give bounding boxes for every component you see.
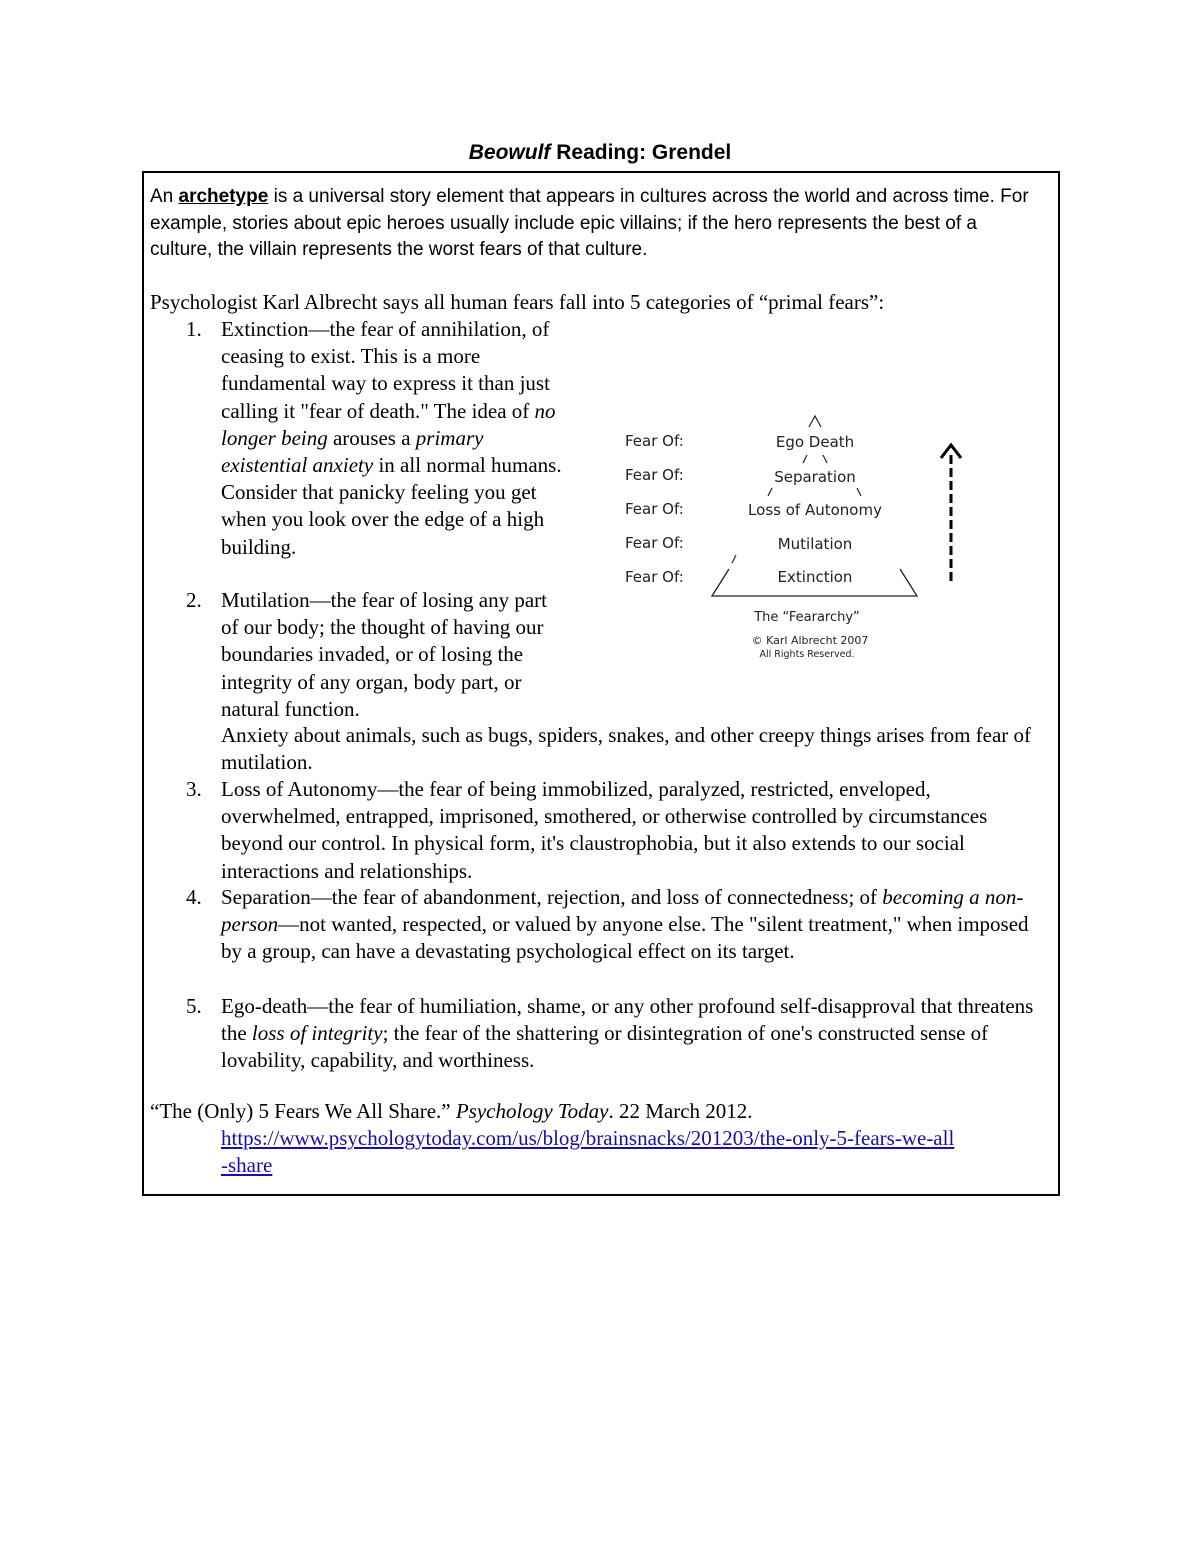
citation-link[interactable] bbox=[221, 1125, 1051, 1179]
fear-text: Separation—the fear of abandonment, rejection, and loss of connectedness; of bbox=[221, 885, 883, 909]
list-number: 3. bbox=[186, 777, 202, 801]
fear-extinction bbox=[221, 316, 566, 561]
row-label: Fear Of: bbox=[625, 568, 684, 586]
title-italic: Beowulf bbox=[468, 141, 551, 164]
level-mutilation: Mutilation bbox=[777, 535, 853, 553]
level-extinction: Extinction bbox=[777, 568, 853, 586]
fear-separation bbox=[221, 884, 1051, 966]
fear-italic: no longer being bbox=[221, 398, 556, 450]
archetype-term: archetype bbox=[178, 186, 269, 207]
level-loss-of-autonomy: Loss of Autonomy bbox=[748, 501, 882, 519]
fear-loss-of-autonomy: Loss of Autonomy—the fear of being immobilized, paralyzed, restricted, enveloped, overwhelmed, entrapped, imprisoned, smothered, or otherwise controlled by circumstances beyond our control. In physical form, it's claustrophobia, but it also extends to our social interactions and relationships. bbox=[221, 777, 988, 883]
citation-source: Psychology Today bbox=[455, 1099, 609, 1123]
fear-text: Ego-death—the fear of humiliation, shame, or any other profound self-disapproval that threatens the bbox=[221, 994, 1034, 1046]
level-separation: Separation bbox=[774, 468, 856, 486]
intro-body: is a universal story element that appears in cultures across the world and across time. For example, stories about epic heroes usually include epic villains; if the hero represents the best of a culture, the villain represents the worst fears of that culture. bbox=[150, 186, 1029, 260]
title-rest: Reading: Grendel bbox=[550, 141, 732, 164]
citation-title: “The (Only) 5 Fears We All Share.” bbox=[150, 1099, 456, 1123]
fear-mutilation-anxiety: Anxiety about animals, such as bugs, spiders, snakes, and other creepy things arises from fear of mutilation. bbox=[221, 723, 1032, 775]
archetype-paragraph bbox=[150, 184, 1040, 264]
feararchy-diagram bbox=[615, 405, 965, 660]
intro-lead: An bbox=[150, 186, 179, 207]
pyramid-apex bbox=[809, 416, 821, 427]
fear-italic: loss of integrity bbox=[251, 1021, 383, 1046]
level-ego-death: Ego Death bbox=[775, 433, 855, 451]
citation-url-line2: -share bbox=[221, 1153, 273, 1178]
list-number: 2. bbox=[186, 588, 202, 612]
fear-text: —not wanted, respected, or valued by anyone else. The "silent treatment," when imposed by a group, can have a devastating psychological effect on its target. bbox=[221, 912, 1029, 964]
citation-url-line1: https://www.psychologytoday.com/us/blog/brainsnacks/201203/the-only-5-fears-we-all bbox=[221, 1126, 955, 1151]
psych-intro: Psychologist Karl Albrecht says all human fears fall into 5 categories of “primal fears”: bbox=[150, 290, 885, 314]
row-label: Fear Of: bbox=[625, 466, 684, 484]
diagram-caption: The “Feararchy” bbox=[754, 610, 860, 625]
list-number: 4. bbox=[186, 885, 202, 909]
pyramid-edge bbox=[732, 555, 736, 563]
list-number: 5. bbox=[186, 994, 202, 1018]
list-number: 1. bbox=[186, 317, 202, 341]
fear-mutilation: Mutilation—the fear of losing any part of our body; the thought of having our boundaries invaded, or of losing the integrity of any organ, body part, or natural function. bbox=[221, 588, 548, 721]
fear-text: Extinction—the fear of annihilation, of ceasing to exist. This is a more fundamental way to express it than just calling it "fear of death." The idea of bbox=[221, 317, 550, 423]
row-label: Fear Of: bbox=[625, 534, 684, 552]
fear-italic: primary existential anxiety bbox=[221, 425, 484, 478]
row-label: Fear Of: bbox=[625, 500, 684, 518]
row-label: Fear Of: bbox=[625, 432, 684, 450]
pyramid-edge bbox=[768, 488, 861, 496]
fear-ego-death bbox=[221, 993, 1051, 1075]
fear-text: arouses a bbox=[327, 425, 416, 450]
citation-date: . 22 March 2012. bbox=[608, 1099, 753, 1123]
citation bbox=[150, 1098, 1050, 1180]
fear-italic: becoming a non-person bbox=[221, 885, 1024, 937]
diagram-rights: All Rights Reserved. bbox=[759, 649, 855, 660]
pyramid-edge bbox=[803, 455, 827, 463]
fear-text: in all normal humans. Consider that panicky feeling you get when you look over the edge of a high building. bbox=[221, 453, 562, 559]
fear-text: ; the fear of the shattering or disintegration of one's constructed sense of lovability, capability, and worthiness. bbox=[221, 1021, 989, 1073]
diagram-copyright: © Karl Albrecht 2007 bbox=[751, 634, 869, 647]
document-title bbox=[0, 141, 1200, 165]
